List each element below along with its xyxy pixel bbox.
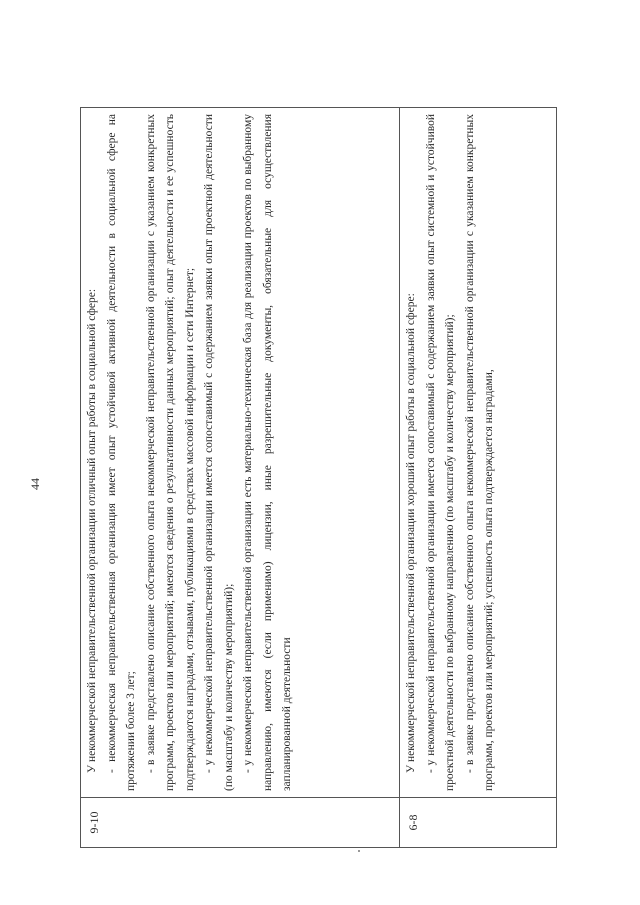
description-cell xyxy=(81,108,400,798)
table-row xyxy=(400,108,557,848)
paragraph: - у некоммерческой неправительственной организации имеется сопоставимый с содержанием заявки опыт системной и устойчивой проектной деятельности по выбранному направлению (по масштабу и количеству мероприятий); xyxy=(424,114,456,791)
page-number: 44 xyxy=(28,478,42,490)
paragraph: У некоммерческой неправительственной организации отличный опыт работы в социальной сфере: xyxy=(86,288,98,773)
paragraph: У некоммерческой неправительственной организации хороший опыт работы в социальной сфере: xyxy=(405,293,417,773)
rotated-page xyxy=(28,108,560,848)
description-cell xyxy=(400,108,557,798)
table-row xyxy=(81,108,400,848)
criteria-table xyxy=(80,107,557,848)
scan-speck xyxy=(358,850,360,852)
paragraph: - некоммерческая неправительственная организация имеет опыт устойчивой активной деятельности в социальной сфере на протяжении более 3 лет; xyxy=(105,114,137,791)
paragraph: - у некоммерческой неправительственной организации есть материально-техническая база для реализации проектов по выбранному направлению, имеются (если применимо) лицензии, иные разрешительные документы, обязательные для осуществления запланированной деятельности xyxy=(242,114,293,791)
paragraph: - в заявке представлено описание собственного опыта некоммерческой неправительственной организации с указанием конкретных программ, проектов или мероприятий; имеются сведения о результативности данных мероприятий; опыт деятельности и ее успешность подтверждаются наградами, отзывами, публикациями в средствах массовой информации и сети Интернет; xyxy=(144,114,196,791)
score-cell: 9-10 xyxy=(81,798,400,848)
paragraph: - у некоммерческой неправительственной организации имеется сопоставимый с содержанием заявки опыт проектной деятельности (по масштабу и количеству мероприятий); xyxy=(203,114,235,791)
paragraph: - в заявке представлено описание собственного опыта некоммерческой неправительственной организации с указанием конкретных программ, проектов или мероприятий; успешность опыта подтверждается наградами, xyxy=(463,114,495,791)
score-cell: 6-8 xyxy=(400,798,557,848)
